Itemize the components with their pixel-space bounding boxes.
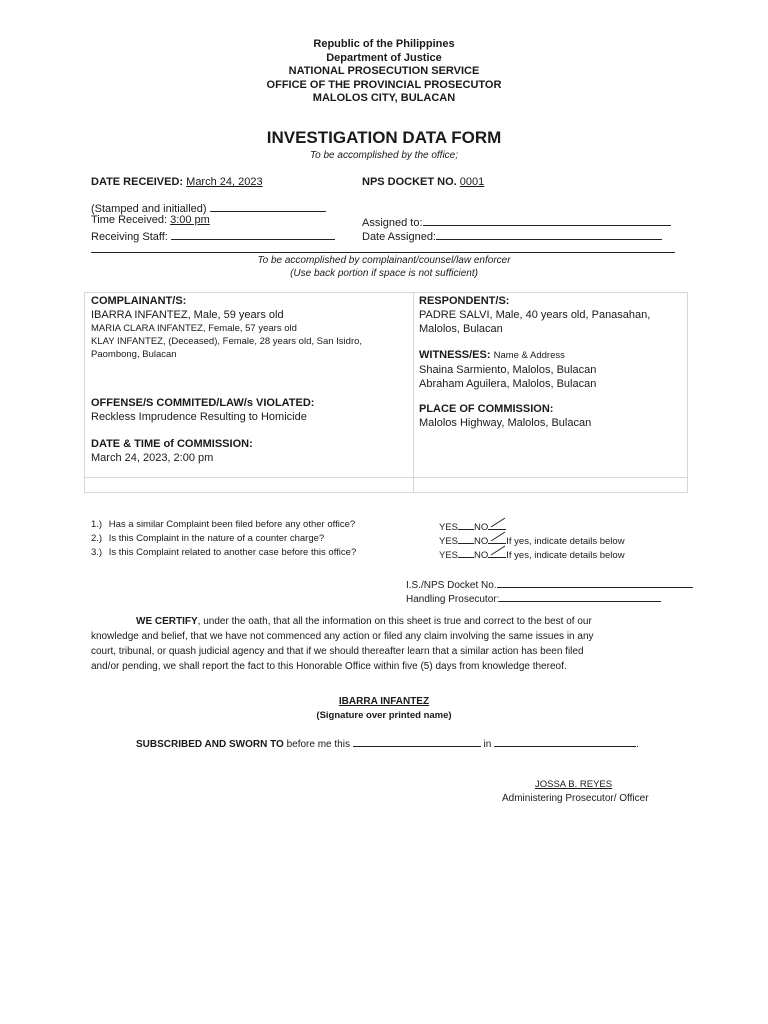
sworn-in-label: in xyxy=(483,739,492,750)
header-line-city: MALOLOS CITY, BULACAN xyxy=(312,92,456,104)
complainant-note: To be accomplished by complainant/counsel/law enforcer xyxy=(257,255,511,266)
time-received-label: Time Received: xyxy=(91,214,168,226)
answer-3 xyxy=(439,547,625,561)
yes-note: If yes, indicate details below xyxy=(506,536,625,547)
question-number: 2.) xyxy=(91,533,103,544)
yes-blank[interactable] xyxy=(458,548,474,558)
yes-blank[interactable] xyxy=(458,534,474,544)
office-note: To be accomplished by the office; xyxy=(309,150,459,161)
yes-label: YES xyxy=(439,536,459,547)
witness-block xyxy=(419,348,596,391)
is-nps-docket-label: I.S./NPS Docket No. xyxy=(406,580,497,591)
handling-prosecutor-label: Handling Prosecutor: xyxy=(406,594,500,605)
no-label: NO xyxy=(474,550,489,561)
signatory-name: IBARRA INFANTEZ xyxy=(338,696,430,707)
witness-sublabel: Name & Address xyxy=(493,350,565,361)
signature-caption: (Signature over printed name) xyxy=(316,710,452,721)
respondent-label: RESPONDENT/S: xyxy=(419,295,510,307)
no-checkmark-blank[interactable] xyxy=(488,519,506,530)
certify-line-2: knowledge and belief, that we have not commenced any action or filed any claim involving the same issues in any xyxy=(91,631,594,642)
stamped-line[interactable] xyxy=(210,200,326,212)
officer-title: Administering Prosecutor/ Officer xyxy=(502,793,649,804)
place-block xyxy=(419,402,591,430)
place-label: PLACE OF COMMISSION: xyxy=(419,403,554,415)
certify-line-4: and/or pending, we shall report the fact to this Honorable Office within five (5) days from knowledge thereof. xyxy=(91,661,567,672)
date-assigned-label: Date Assigned: xyxy=(362,231,436,243)
no-label: NO xyxy=(474,522,489,533)
header-block xyxy=(0,38,768,106)
checkmark-icon xyxy=(490,516,506,528)
complainant-label: COMPLAINANT/S: xyxy=(91,295,187,307)
date-received-value: March 24, 2023 xyxy=(186,176,263,188)
date-assigned-line[interactable] xyxy=(436,228,662,240)
offense-block xyxy=(91,396,314,424)
offense-value: Reckless Imprudence Resulting to Homicide xyxy=(91,411,307,423)
time-received-row xyxy=(91,214,210,226)
question-number: 1.) xyxy=(91,519,103,530)
yes-blank[interactable] xyxy=(458,520,474,530)
certify-lead: WE CERTIFY xyxy=(136,616,198,627)
answer-2 xyxy=(439,533,625,547)
handling-prosecutor-row xyxy=(406,591,661,605)
datetime-value: March 24, 2023, 2:00 pm xyxy=(91,452,214,464)
docket-row xyxy=(362,176,484,188)
sworn-period: . xyxy=(636,739,639,750)
header-line-office: OFFICE OF THE PROVINCIAL PROSECUTOR xyxy=(266,78,502,91)
complainant-2: MARIA CLARA INFANTEZ, Female, 57 years old xyxy=(91,323,297,334)
question-3 xyxy=(91,547,356,558)
datetime-label: DATE & TIME of COMMISSION: xyxy=(91,438,253,450)
question-1 xyxy=(91,519,355,530)
checkmark-icon xyxy=(490,544,506,556)
no-checkmark-blank[interactable] xyxy=(488,533,506,544)
datetime-block xyxy=(91,437,253,465)
sworn-row xyxy=(136,736,639,750)
date-assigned-row xyxy=(362,228,662,243)
table-row-divider xyxy=(84,477,687,478)
complainant-3-address: Paombong, Bulacan xyxy=(91,349,177,360)
certification-paragraph xyxy=(91,614,594,674)
question-2 xyxy=(91,533,324,544)
date-received-row xyxy=(91,176,263,188)
receiving-staff-label: Receiving Staff: xyxy=(91,231,168,243)
question-text: Has a similar Complaint been filed before any other office? xyxy=(108,519,356,530)
is-nps-docket-line[interactable] xyxy=(497,577,693,588)
respondent-1-address: Malolos, Bulacan xyxy=(419,323,503,335)
complainant-block xyxy=(91,294,362,361)
complainant-3: KLAY INFANTEZ, (Deceased), Female, 28 years old, San Isidro, xyxy=(91,336,363,347)
checkmark-icon xyxy=(490,530,506,542)
respondent-block xyxy=(419,294,650,336)
officer-name: JOSSA B. REYES xyxy=(535,779,613,790)
header-line-nps: NATIONAL PROSECUTION SERVICE xyxy=(288,65,480,77)
yes-label: YES xyxy=(439,522,459,533)
receiving-staff-line[interactable] xyxy=(171,228,335,240)
receiving-staff-row xyxy=(91,228,335,243)
yes-note: If yes, indicate details below xyxy=(506,550,625,561)
place-value: Malolos Highway, Malolos, Bulacan xyxy=(419,417,592,429)
docket-value: 0001 xyxy=(459,176,485,188)
sworn-date-line[interactable] xyxy=(353,736,481,747)
assigned-to-row xyxy=(362,214,671,229)
stamped-row xyxy=(91,200,326,215)
sworn-rest: before me this xyxy=(286,739,350,750)
header-line-republic: Republic of the Philippines xyxy=(313,38,455,50)
sworn-bold: SUBSCRIBED AND SWORN TO xyxy=(136,739,284,750)
header-line-department: Department of Justice xyxy=(326,51,442,64)
separator-line xyxy=(91,252,675,253)
question-text: Is this Complaint in the nature of a counter charge? xyxy=(108,533,325,544)
offense-label: OFFENSE/S COMMITED/LAW/s VIOLATED: xyxy=(91,397,315,409)
complainant-1: IBARRA INFANTEZ, Male, 59 years old xyxy=(91,309,284,321)
handling-prosecutor-line[interactable] xyxy=(499,591,661,602)
yes-label: YES xyxy=(439,550,459,561)
form-title: INVESTIGATION DATA FORM xyxy=(266,128,502,147)
back-note: (Use back portion if space is not sufficient) xyxy=(290,268,478,279)
docket-label: NPS DOCKET NO. xyxy=(362,176,457,188)
certify-line-3: court, tribunal, or quash judicial agency and that if we should thereafter learn that a similar action has been filed xyxy=(91,646,584,657)
respondent-1: PADRE SALVI, Male, 40 years old, Panasahan, xyxy=(419,309,651,321)
question-text: Is this Complaint related to another case before this office? xyxy=(108,547,357,558)
date-received-label: DATE RECEIVED: xyxy=(91,176,184,188)
question-number: 3.) xyxy=(91,547,103,558)
assigned-to-line[interactable] xyxy=(423,214,671,226)
table-column-divider xyxy=(413,292,414,492)
certify-line-1: , under the oath, that all the information on this sheet is true and correct to the best of our xyxy=(197,616,592,627)
witness-label: WITNESS/ES: xyxy=(419,349,491,361)
witness-2: Abraham Aguilera, Malolos, Bulacan xyxy=(419,378,597,390)
witness-1: Shaina Sarmiento, Malolos, Bulacan xyxy=(419,364,597,376)
no-checkmark-blank[interactable] xyxy=(488,547,506,558)
is-nps-docket-row xyxy=(406,577,693,591)
no-label: NO xyxy=(474,536,489,547)
stamped-label: (Stamped and initialled) xyxy=(91,203,207,215)
time-received-value: 3:00 pm xyxy=(170,214,210,226)
assigned-to-label: Assigned to: xyxy=(362,217,423,229)
sworn-place-line[interactable] xyxy=(494,736,636,747)
